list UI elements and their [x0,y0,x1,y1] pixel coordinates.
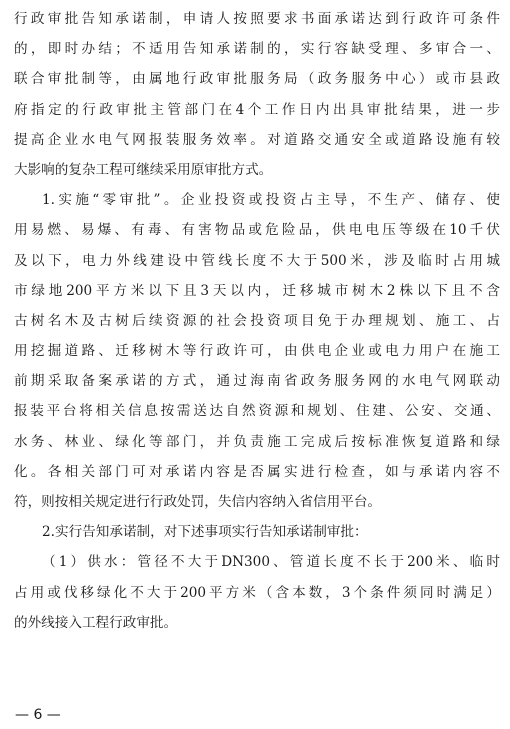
text-line: 水务、林业、绿化等部门，并负责施工完成后按标准恢复道路和绿 [14,433,500,450]
text-line: 及以下，电力外线建设中管线长度不大于500米，涉及临时占用城 [14,252,500,269]
document-body [14,4,500,638]
text-line: 古树名木及古树后续资源的社会投资项目免于办理规划、施工、占 [14,312,500,329]
text-line: 行政审批告知承诺制，申请人按照要求书面承诺达到行政许可条件 [14,11,500,27]
page-number: — 6 — [15,707,61,723]
text-line: 大影响的复杂工程可继续采用原审批方式。 [14,161,273,178]
text-line: 1.实施“零审批”。企业投资或投资占主导，不生产、储存、使 [42,192,500,209]
text-line: 符，则按相关规定进行行政处罚，失信内容纳入省信用平台。 [14,494,382,510]
text-line: 2.实行告知承诺制，对下述事项实行告知承诺制审批： [42,524,368,541]
text-line: 联合审批制等，由属地行政审批服务局（政务服务中心）或市县政 [14,71,500,88]
text-line: 用易燃、易爆、有毒、有害物品或危险品，供电电压等级在10千伏 [14,222,500,239]
text-line: 前期采取备案承诺的方式，通过海南省政务服务网的水电气网联动 [14,373,500,390]
text-line: 提高企业水电气网报装服务效率。对道路交通安全或道路设施有较 [14,131,500,148]
text-line: 府指定的行政审批主管部门在4个工作日内出具审批结果，进一步 [14,101,500,118]
text-line: 用挖掘道路、迁移树木等行政许可，由供电企业或电力用户在施工 [14,343,500,360]
text-line: 的外线接入工程行政审批。 [14,614,178,631]
text-line: 化。各相关部门可对承诺内容是否属实进行检查，如与承诺内容不 [14,463,500,480]
text-line: 报装平台将相关信息按需送达自然资源和规划、住建、公安、交通、 [14,403,500,420]
text-line: （1）供水：管径不大于DN300、管道长度不长于200米、临时 [42,554,500,571]
text-line: 占用或伐移绿化不大于200平方米（含本数，3个条件须同时满足） [14,584,500,601]
text-line: 市绿地200平方米以下且3天以内，迁移城市树木2株以下且不含 [14,282,500,299]
text-line: 的，即时办结；不适用告知承诺制的，实行容缺受理、多审合一、 [14,41,500,58]
